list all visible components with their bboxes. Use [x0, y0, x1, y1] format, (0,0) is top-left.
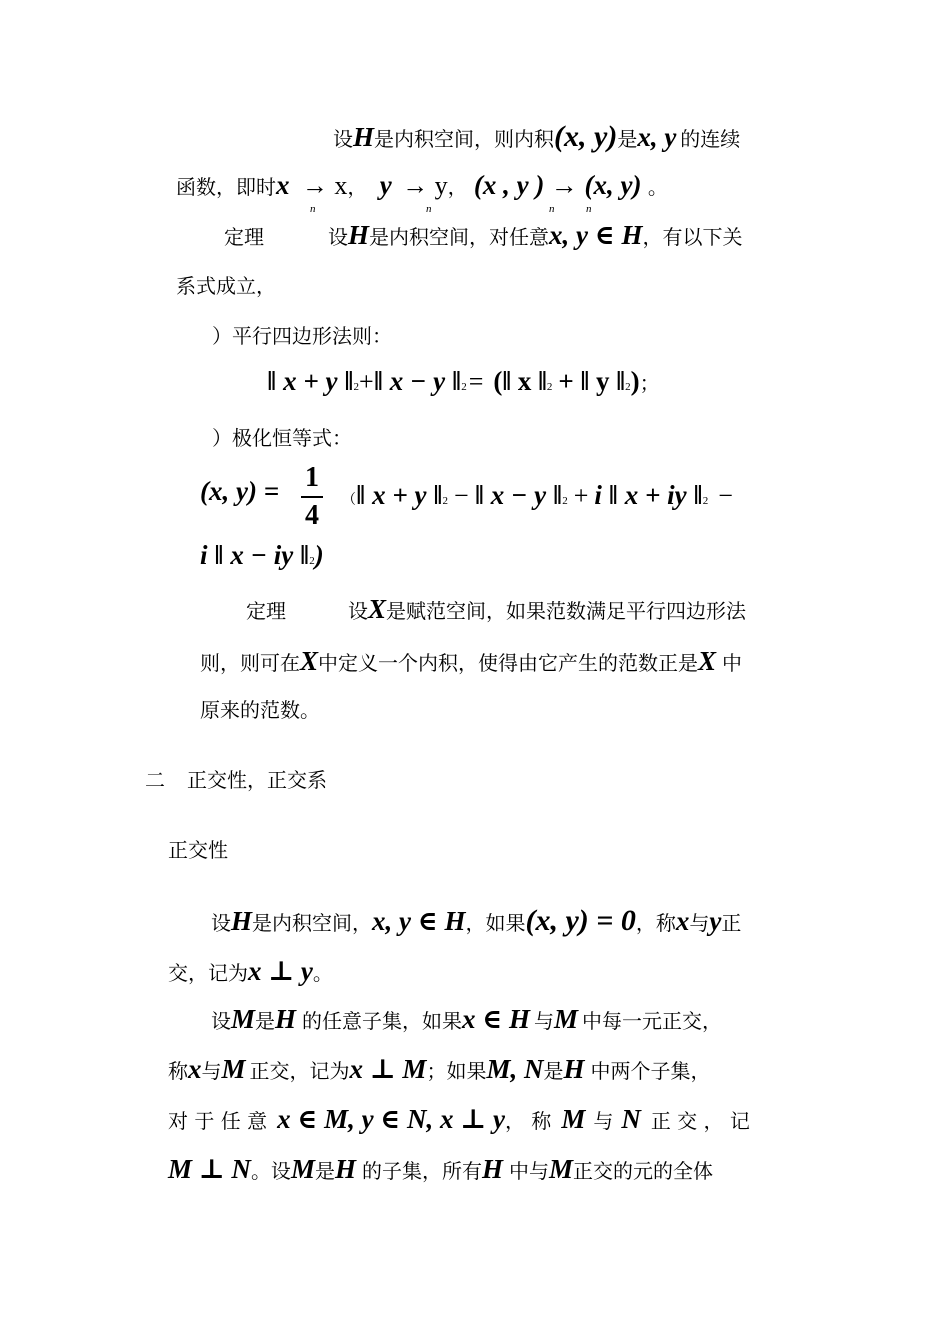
text: 中	[722, 651, 743, 675]
subscript-n: n	[586, 203, 592, 215]
math-X: X	[368, 594, 387, 624]
text: 与	[689, 911, 710, 935]
sub-heading: 正交性	[168, 838, 228, 862]
parallelogram-formula	[267, 368, 660, 395]
math-x-perp-y: x ⊥ y	[248, 956, 313, 986]
math-x-y-in-H: x, y ∈ H	[372, 906, 466, 936]
item-2-label: ）极化恒等式：	[212, 426, 352, 450]
text: 。	[312, 961, 333, 985]
theorem-label: 定理	[246, 599, 286, 623]
text: 对 于 任 意	[168, 1109, 268, 1133]
text: 是赋范空间，如果范数满足平行四边形法	[386, 599, 747, 623]
text: 中与	[508, 1159, 549, 1183]
text: 是	[314, 1159, 335, 1183]
text: 的子集，所有	[361, 1159, 482, 1183]
section-heading	[145, 770, 327, 790]
text: ，	[347, 175, 368, 199]
math-lhs: (x, y) =	[200, 476, 280, 506]
math-x-y-in-H: x, y ∈ H	[549, 220, 643, 250]
fraction-bar	[301, 496, 323, 498]
math-x: x	[188, 1054, 202, 1084]
math-M: M	[561, 1104, 586, 1134]
para-2-line-3	[168, 1106, 750, 1133]
text: 是内积空间，对任意	[369, 225, 550, 249]
text: 是	[255, 1009, 276, 1033]
math-yn: y	[379, 170, 392, 200]
polarization-line-2	[200, 542, 324, 569]
text: ，	[447, 175, 468, 199]
para-2-line-1	[211, 1006, 722, 1033]
math-M: M	[221, 1054, 246, 1084]
math-minus: −	[454, 481, 469, 510]
math-inner-product: (x, y)	[554, 120, 618, 153]
math-minus: −	[718, 481, 733, 510]
math-M: M	[231, 1004, 256, 1034]
paren: （	[342, 492, 356, 508]
text: ，称	[635, 911, 676, 935]
text: 是	[617, 127, 638, 151]
text: 交，记为	[168, 961, 248, 985]
math-norm-x-minus-y: ‖ x − y ‖	[373, 366, 462, 396]
para-1-line-1	[211, 906, 741, 936]
text: 正 交 ， 记	[650, 1109, 750, 1133]
math-N: N	[621, 1104, 641, 1134]
polarization-lhs	[200, 478, 279, 505]
math-norm-x: (‖ x ‖	[493, 366, 547, 396]
para-2-line-4	[168, 1156, 713, 1183]
exponent: 2	[625, 381, 631, 393]
text: 设	[328, 225, 348, 249]
text: 设	[348, 599, 368, 623]
math-x: x	[675, 906, 690, 936]
line-2	[176, 170, 736, 215]
math-arrow-y: → y	[402, 171, 448, 200]
text: 称	[168, 1059, 188, 1083]
text: ，有以下关	[642, 225, 743, 249]
text: 与	[534, 1009, 555, 1033]
section-number: 二	[145, 768, 165, 792]
text: 中每一元正交，	[582, 1009, 723, 1033]
text: 正交的元的全体	[573, 1159, 713, 1183]
exponent: 2	[309, 555, 315, 567]
math-H: H	[353, 122, 375, 152]
math-M: M	[290, 1154, 315, 1184]
subscript-n: n	[310, 203, 316, 215]
text: 正交，记为	[249, 1059, 350, 1083]
math-X: X	[300, 646, 319, 676]
math-H: H	[481, 1154, 503, 1184]
text: 与	[593, 1109, 614, 1133]
math-M: M	[554, 1004, 579, 1034]
math-close-paren: )	[314, 540, 324, 570]
text: 。设	[250, 1159, 291, 1183]
math-arrow-x: → x	[301, 171, 348, 200]
math-norm-x-plus-y: ‖ x + y ‖	[267, 366, 354, 396]
theorem-1-line-1	[224, 222, 743, 249]
text: 是内积空间，则内积	[374, 127, 555, 151]
math-y: y	[709, 906, 722, 936]
text: 的任意子集，如果	[302, 1009, 463, 1033]
fraction-one-quarter	[301, 462, 323, 532]
text: 中定义一个内积，使得由它产生的范数正是	[318, 651, 699, 675]
numerator: 1	[305, 462, 319, 493]
math-term-2: ‖ x − y ‖	[474, 480, 563, 510]
math-M-N: M, N	[486, 1054, 544, 1084]
text: ，如果	[465, 911, 526, 935]
math-term-1: ‖ x + y ‖	[356, 480, 443, 510]
text: 函数，即时	[176, 175, 276, 199]
math-limit: → (x, y)	[550, 170, 642, 200]
text: 设	[211, 911, 231, 935]
para-1-line-2	[168, 958, 333, 985]
math-M: M	[548, 1154, 573, 1184]
text: 是内积空间，	[252, 911, 373, 935]
text: ；	[639, 371, 660, 395]
text: 中两个子集，	[590, 1059, 711, 1083]
text: 与	[201, 1059, 222, 1083]
text: 正	[721, 911, 742, 935]
math-xn: x	[276, 170, 290, 200]
text: 设	[333, 127, 353, 151]
text: 则，则可在	[200, 651, 300, 675]
math-X: X	[698, 646, 717, 676]
text: 是	[543, 1059, 564, 1083]
exponent: 2	[442, 495, 449, 507]
exponent: 2	[461, 381, 467, 393]
math-xn-yn: (x , y )	[473, 170, 545, 200]
polarization-rhs	[342, 482, 733, 509]
math-inner-zero: (x, y) = 0	[525, 904, 636, 937]
math-x-perp-M: x ⊥ M	[349, 1054, 427, 1084]
line-1	[333, 122, 740, 152]
theorem-2-line-2	[200, 648, 742, 675]
subscript-n: n	[549, 203, 555, 215]
denominator: 4	[305, 500, 319, 531]
math-H: H	[275, 1004, 297, 1034]
math-x-y: x, y	[637, 122, 677, 152]
math-plus: +	[573, 481, 589, 510]
math-H: H	[231, 906, 253, 936]
theorem-2-line-1	[246, 596, 746, 623]
math-plus: +	[359, 367, 374, 396]
exponent: 2	[353, 381, 360, 393]
theorem-1-line-2: 系式成立，	[176, 274, 276, 298]
exponent: 2	[562, 495, 568, 507]
exponent: 2	[546, 381, 553, 393]
text: ， 称	[504, 1109, 552, 1133]
theorem-label: 定理	[224, 225, 264, 249]
para-2-line-2	[168, 1056, 710, 1083]
math-term-4: i ‖ x − iy ‖	[200, 540, 310, 570]
item-1-label: ）平行四边形法则：	[212, 324, 392, 348]
math-H: H	[348, 220, 370, 250]
math-equals: =	[468, 367, 484, 396]
math-H: H	[334, 1154, 356, 1184]
text: 设	[211, 1009, 231, 1033]
math-close-paren: )	[630, 366, 640, 396]
text: ；如果	[426, 1059, 487, 1083]
math-term-3: i ‖ x + iy ‖	[594, 480, 703, 510]
theorem-2-line-3: 原来的范数。	[200, 698, 320, 722]
math-H: H	[563, 1054, 585, 1084]
math-M-perp-N: M ⊥ N	[168, 1154, 251, 1184]
section-title: 正交性，正交系	[187, 768, 327, 792]
math-x-in-H: x ∈ H	[462, 1004, 531, 1034]
subscript-n: n	[426, 203, 432, 215]
text: 。	[647, 175, 668, 199]
exponent: 2	[702, 495, 709, 507]
text: 的连续	[680, 127, 741, 151]
math-condition: x ∈ M, y ∈ N, x ⊥ y	[277, 1104, 505, 1134]
math-norm-y: + ‖ y ‖	[558, 366, 626, 396]
